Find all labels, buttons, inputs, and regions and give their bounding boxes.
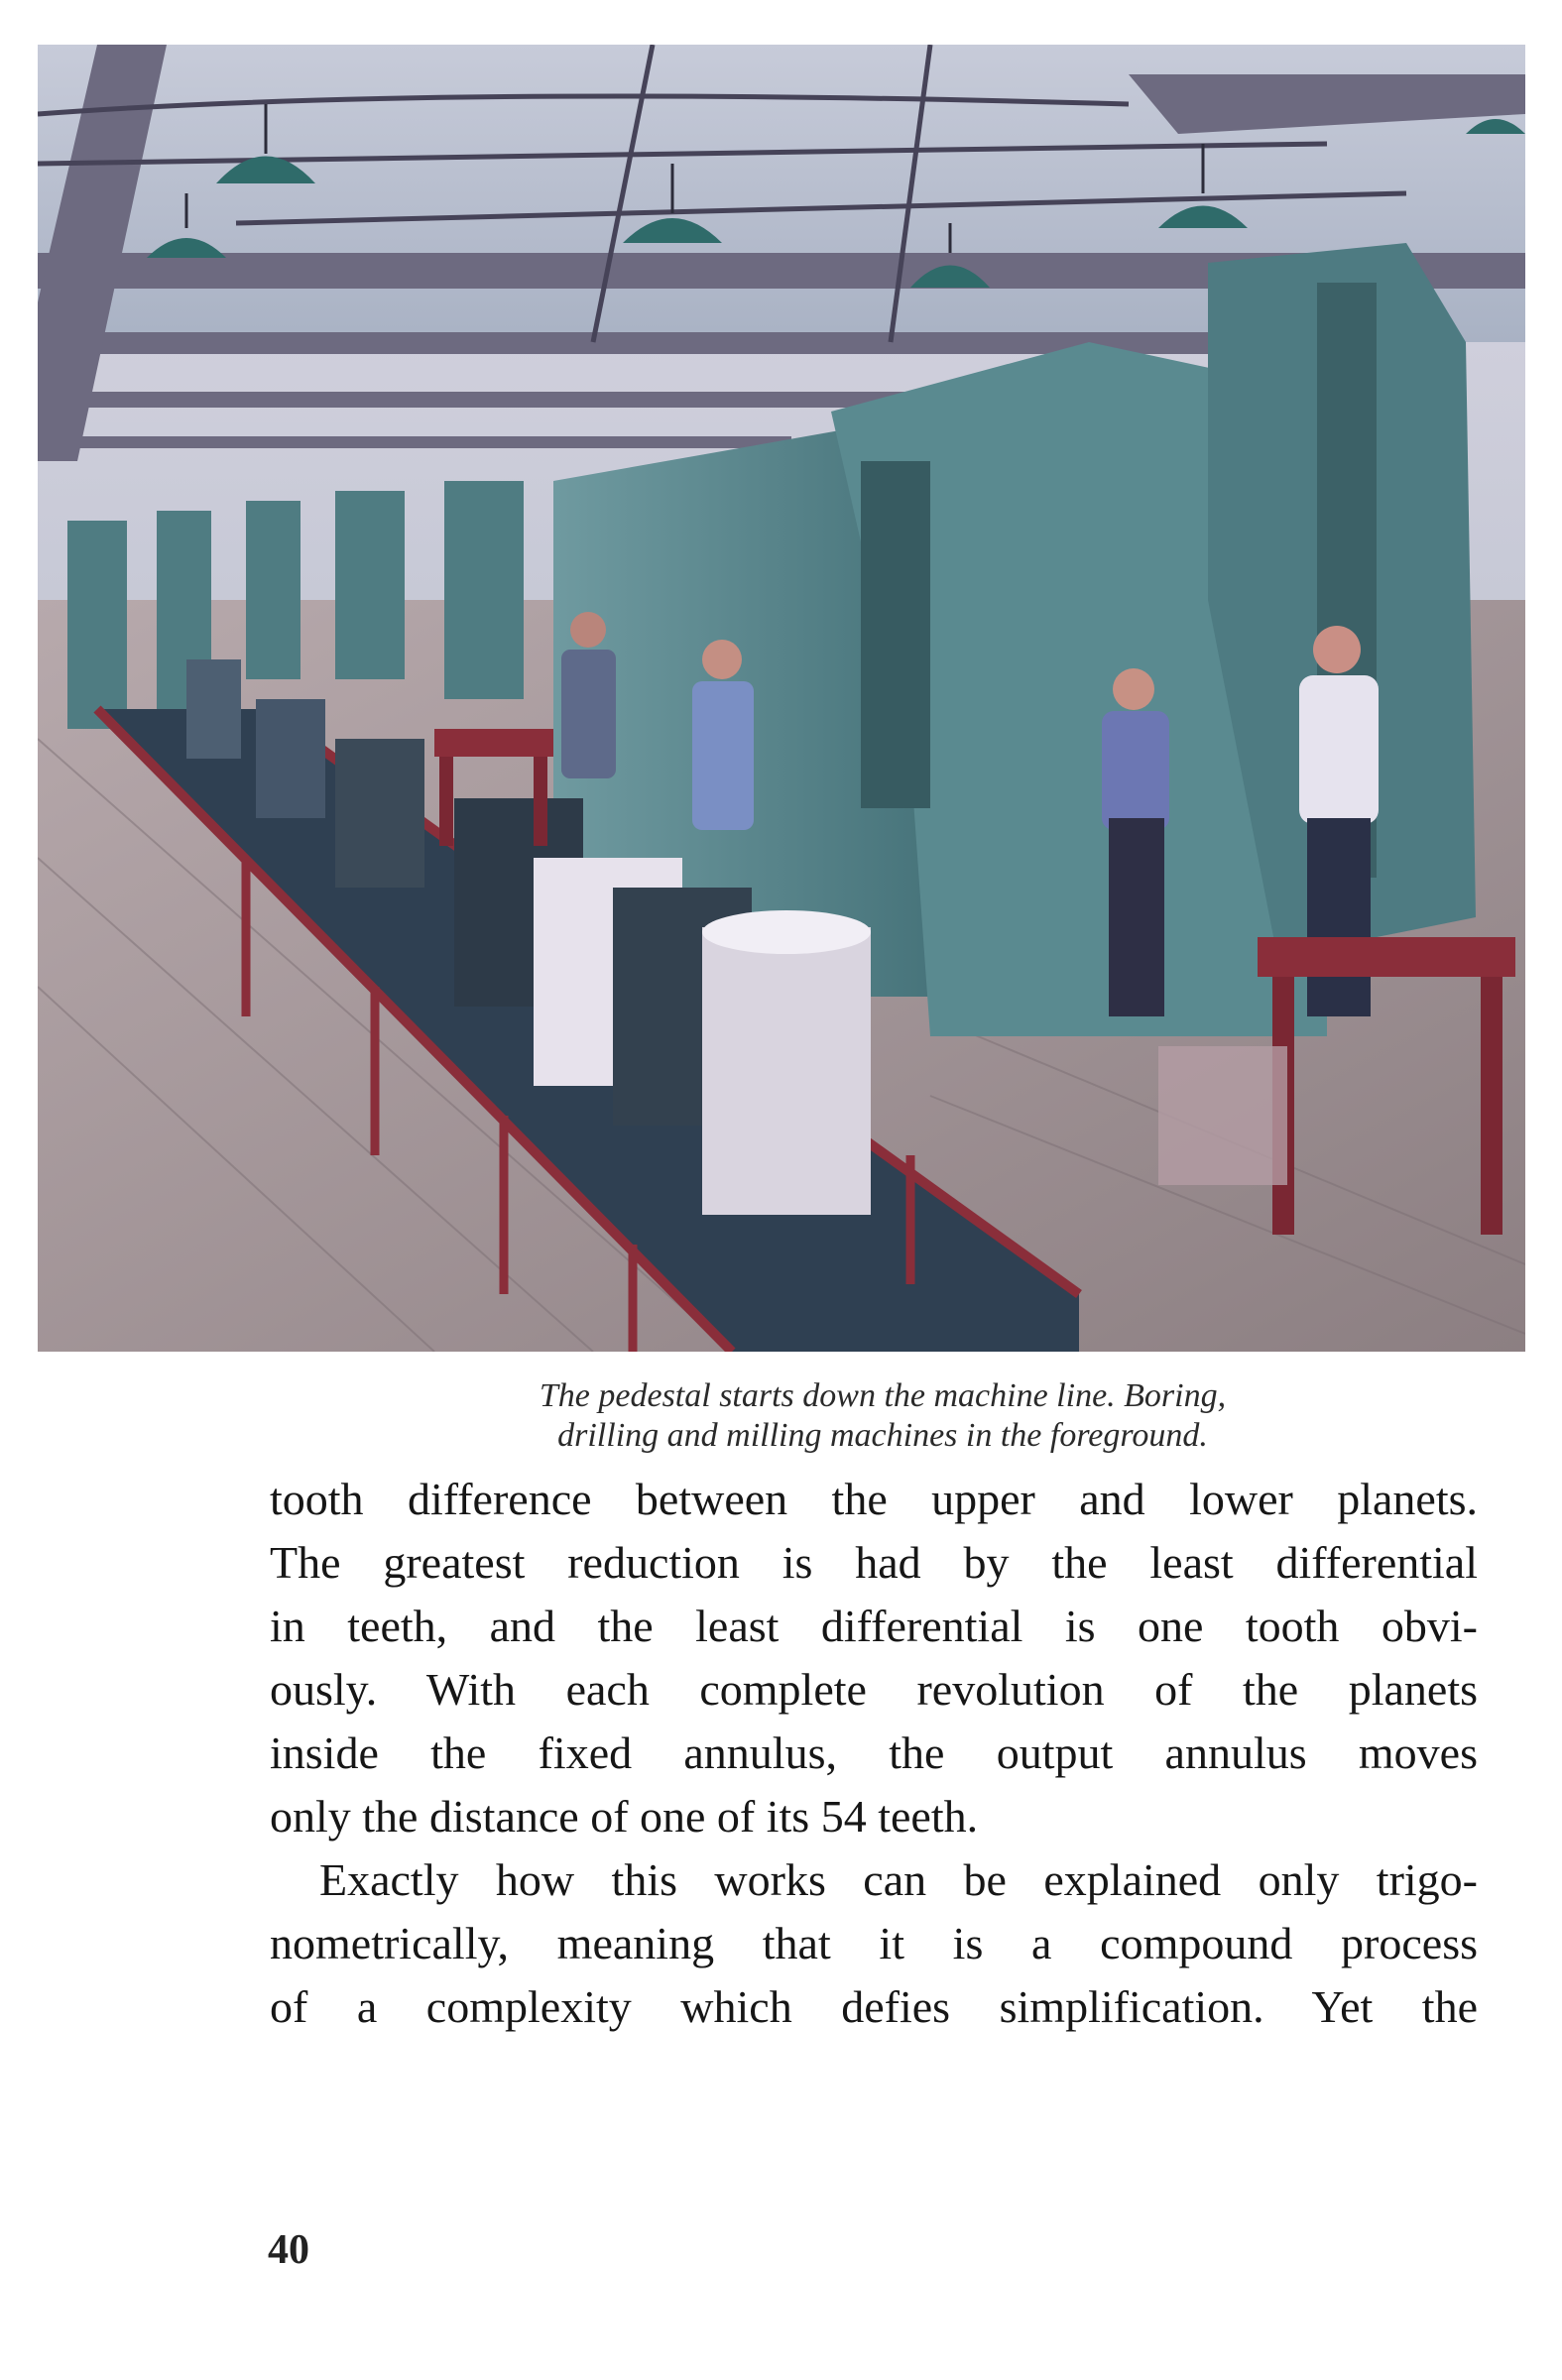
text-line: of a complexity which defies simplification. Yet the (270, 1981, 1478, 2032)
factory-photo (38, 45, 1525, 1352)
page-number: 40 (268, 2227, 309, 2273)
factory-machine-line-illustration (38, 45, 1525, 1352)
paragraph-2 (270, 1848, 1478, 2039)
text-line: tooth difference between the upper and lower planets. (270, 1474, 1478, 1524)
caption-line-2: drilling and milling machines in the foreground. (557, 1417, 1208, 1454)
text-line: only the distance of one of its 54 teeth. (270, 1791, 979, 1842)
text-line: inside the fixed annulus, the output annulus moves (270, 1727, 1478, 1778)
caption-line-1: The pedestal starts down the machine line. Boring, (539, 1377, 1227, 1414)
text-line: Exactly how this works can be explained only trigo- (319, 1854, 1478, 1905)
text-line: in teeth, and the least differential is one tooth obvi- (270, 1601, 1478, 1651)
text-line: The greatest reduction is had by the least differential (270, 1537, 1478, 1588)
text-line: ously. With each complete revolution of the planets (270, 1664, 1478, 1715)
body-text (270, 1468, 1478, 2039)
paragraph-1 (270, 1468, 1478, 1848)
text-line: nometrically, meaning that it is a compound process (270, 1918, 1478, 1968)
photo-caption (387, 1376, 1379, 1456)
